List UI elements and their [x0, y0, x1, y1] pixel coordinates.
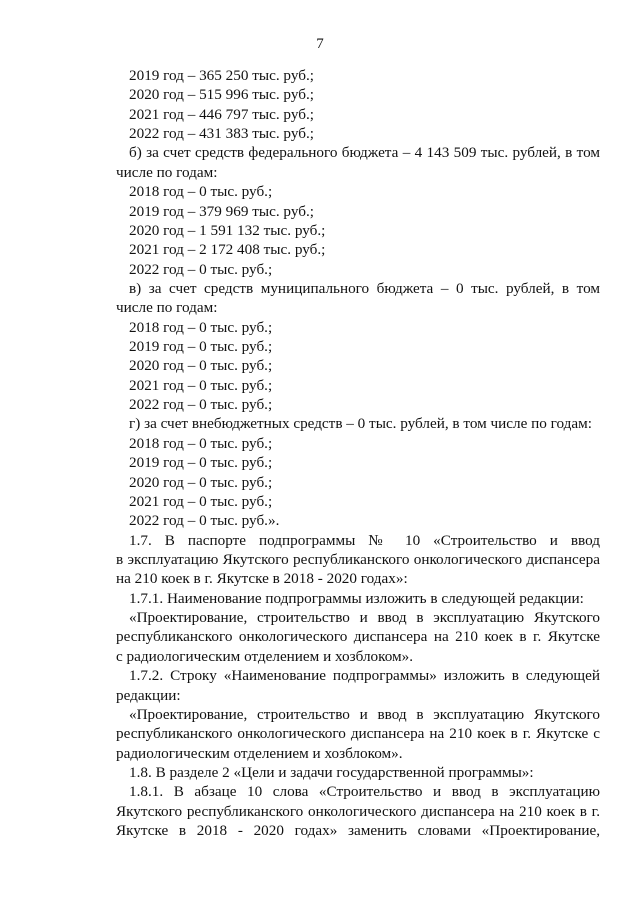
text-line: 2020 год – 1 591 132 тыс. руб.;	[129, 221, 326, 239]
text-line: редакции:	[116, 686, 181, 704]
text-line: 2022 год – 0 тыс. руб.;	[129, 260, 273, 278]
text-line: 2022 год – 431 383 тыс. руб.;	[129, 125, 314, 143]
text-line: г) за счет внебюджетных средств – 0 тыс. рублей, в том числе по годам:	[129, 415, 592, 433]
text-line: 2019 год – 365 250 тыс. руб.;	[129, 67, 314, 84]
text-line: на 210 коек в г. Якутске в 2018 - 2020 годах»:	[116, 570, 408, 588]
text-line: с радиологическим отделением и хозблоком».	[116, 647, 414, 665]
page-number: 7	[316, 36, 324, 52]
text-line: 2022 год – 0 тыс. руб.».	[129, 512, 280, 530]
text-line: Якутске в 2018 - 2020 годах» заменить словами «Проектирование,	[116, 822, 600, 840]
text-line: 2019 год – 379 969 тыс. руб.;	[129, 202, 314, 220]
text-line: 2018 год – 0 тыс. руб.;	[129, 434, 273, 452]
text-line: «Проектирование, строительство и ввод в эксплуатацию Якутского	[129, 705, 600, 723]
text-line: 2022 год – 0 тыс. руб.;	[129, 396, 273, 414]
text-line: числе по годам:	[116, 299, 218, 317]
text-line: Якутского республиканского онкологического диспансера на 210 коек в г.	[116, 802, 600, 820]
text-line: 2021 год – 446 797 тыс. руб.;	[129, 105, 314, 123]
text-line: 2019 год – 0 тыс. руб.;	[129, 338, 273, 356]
text-line: республиканского онкологического диспансера на 210 коек в г. Якутске с	[116, 725, 600, 743]
text-line: радиологическим отделением и хозблоком».	[116, 744, 403, 762]
document-body	[116, 66, 600, 840]
text-line: 1.7. В паспорте подпрограммы № 10 «Строительство и ввод	[129, 531, 600, 549]
text-line: 1.7.1. Наименование подпрограммы изложить в следующей редакции:	[129, 589, 584, 607]
text-line: 2018 год – 0 тыс. руб.;	[129, 183, 273, 201]
text-line: 1.8.1. В абзаце 10 слова «Строительство и ввод в эксплуатацию	[129, 783, 600, 801]
text-line: 1.7.2. Строку «Наименование подпрограммы» изложить в следующей	[129, 667, 600, 685]
text-line: 2018 год – 0 тыс. руб.;	[129, 318, 273, 336]
text-line: 1.8. В разделе 2 «Цели и задачи государственной программы»:	[129, 763, 534, 781]
text-line: б) за счет средств федерального бюджета – 4 143 509 тыс. рублей, в том	[129, 144, 600, 162]
text-line: 2021 год – 0 тыс. руб.;	[129, 376, 273, 394]
text-line: в) за счет средств муниципального бюджета – 0 тыс. рублей, в том	[129, 279, 600, 297]
text-line: 2021 год – 0 тыс. руб.;	[129, 492, 273, 510]
text-line: республиканского онкологического диспансера на 210 коек в г. Якутске	[116, 628, 600, 646]
text-line: 2020 год – 0 тыс. руб.;	[129, 473, 273, 491]
text-line: «Проектирование, строительство и ввод в эксплуатацию Якутского	[129, 609, 600, 627]
text-line: в эксплуатацию Якутского республиканского онкологического диспансера	[116, 550, 600, 568]
text-line: 2019 год – 0 тыс. руб.;	[129, 454, 273, 472]
text-line: 2020 год – 0 тыс. руб.;	[129, 357, 273, 375]
text-line: 2020 год – 515 996 тыс. руб.;	[129, 86, 314, 104]
text-line: 2021 год – 2 172 408 тыс. руб.;	[129, 241, 326, 259]
text-line: числе по годам:	[116, 163, 218, 181]
